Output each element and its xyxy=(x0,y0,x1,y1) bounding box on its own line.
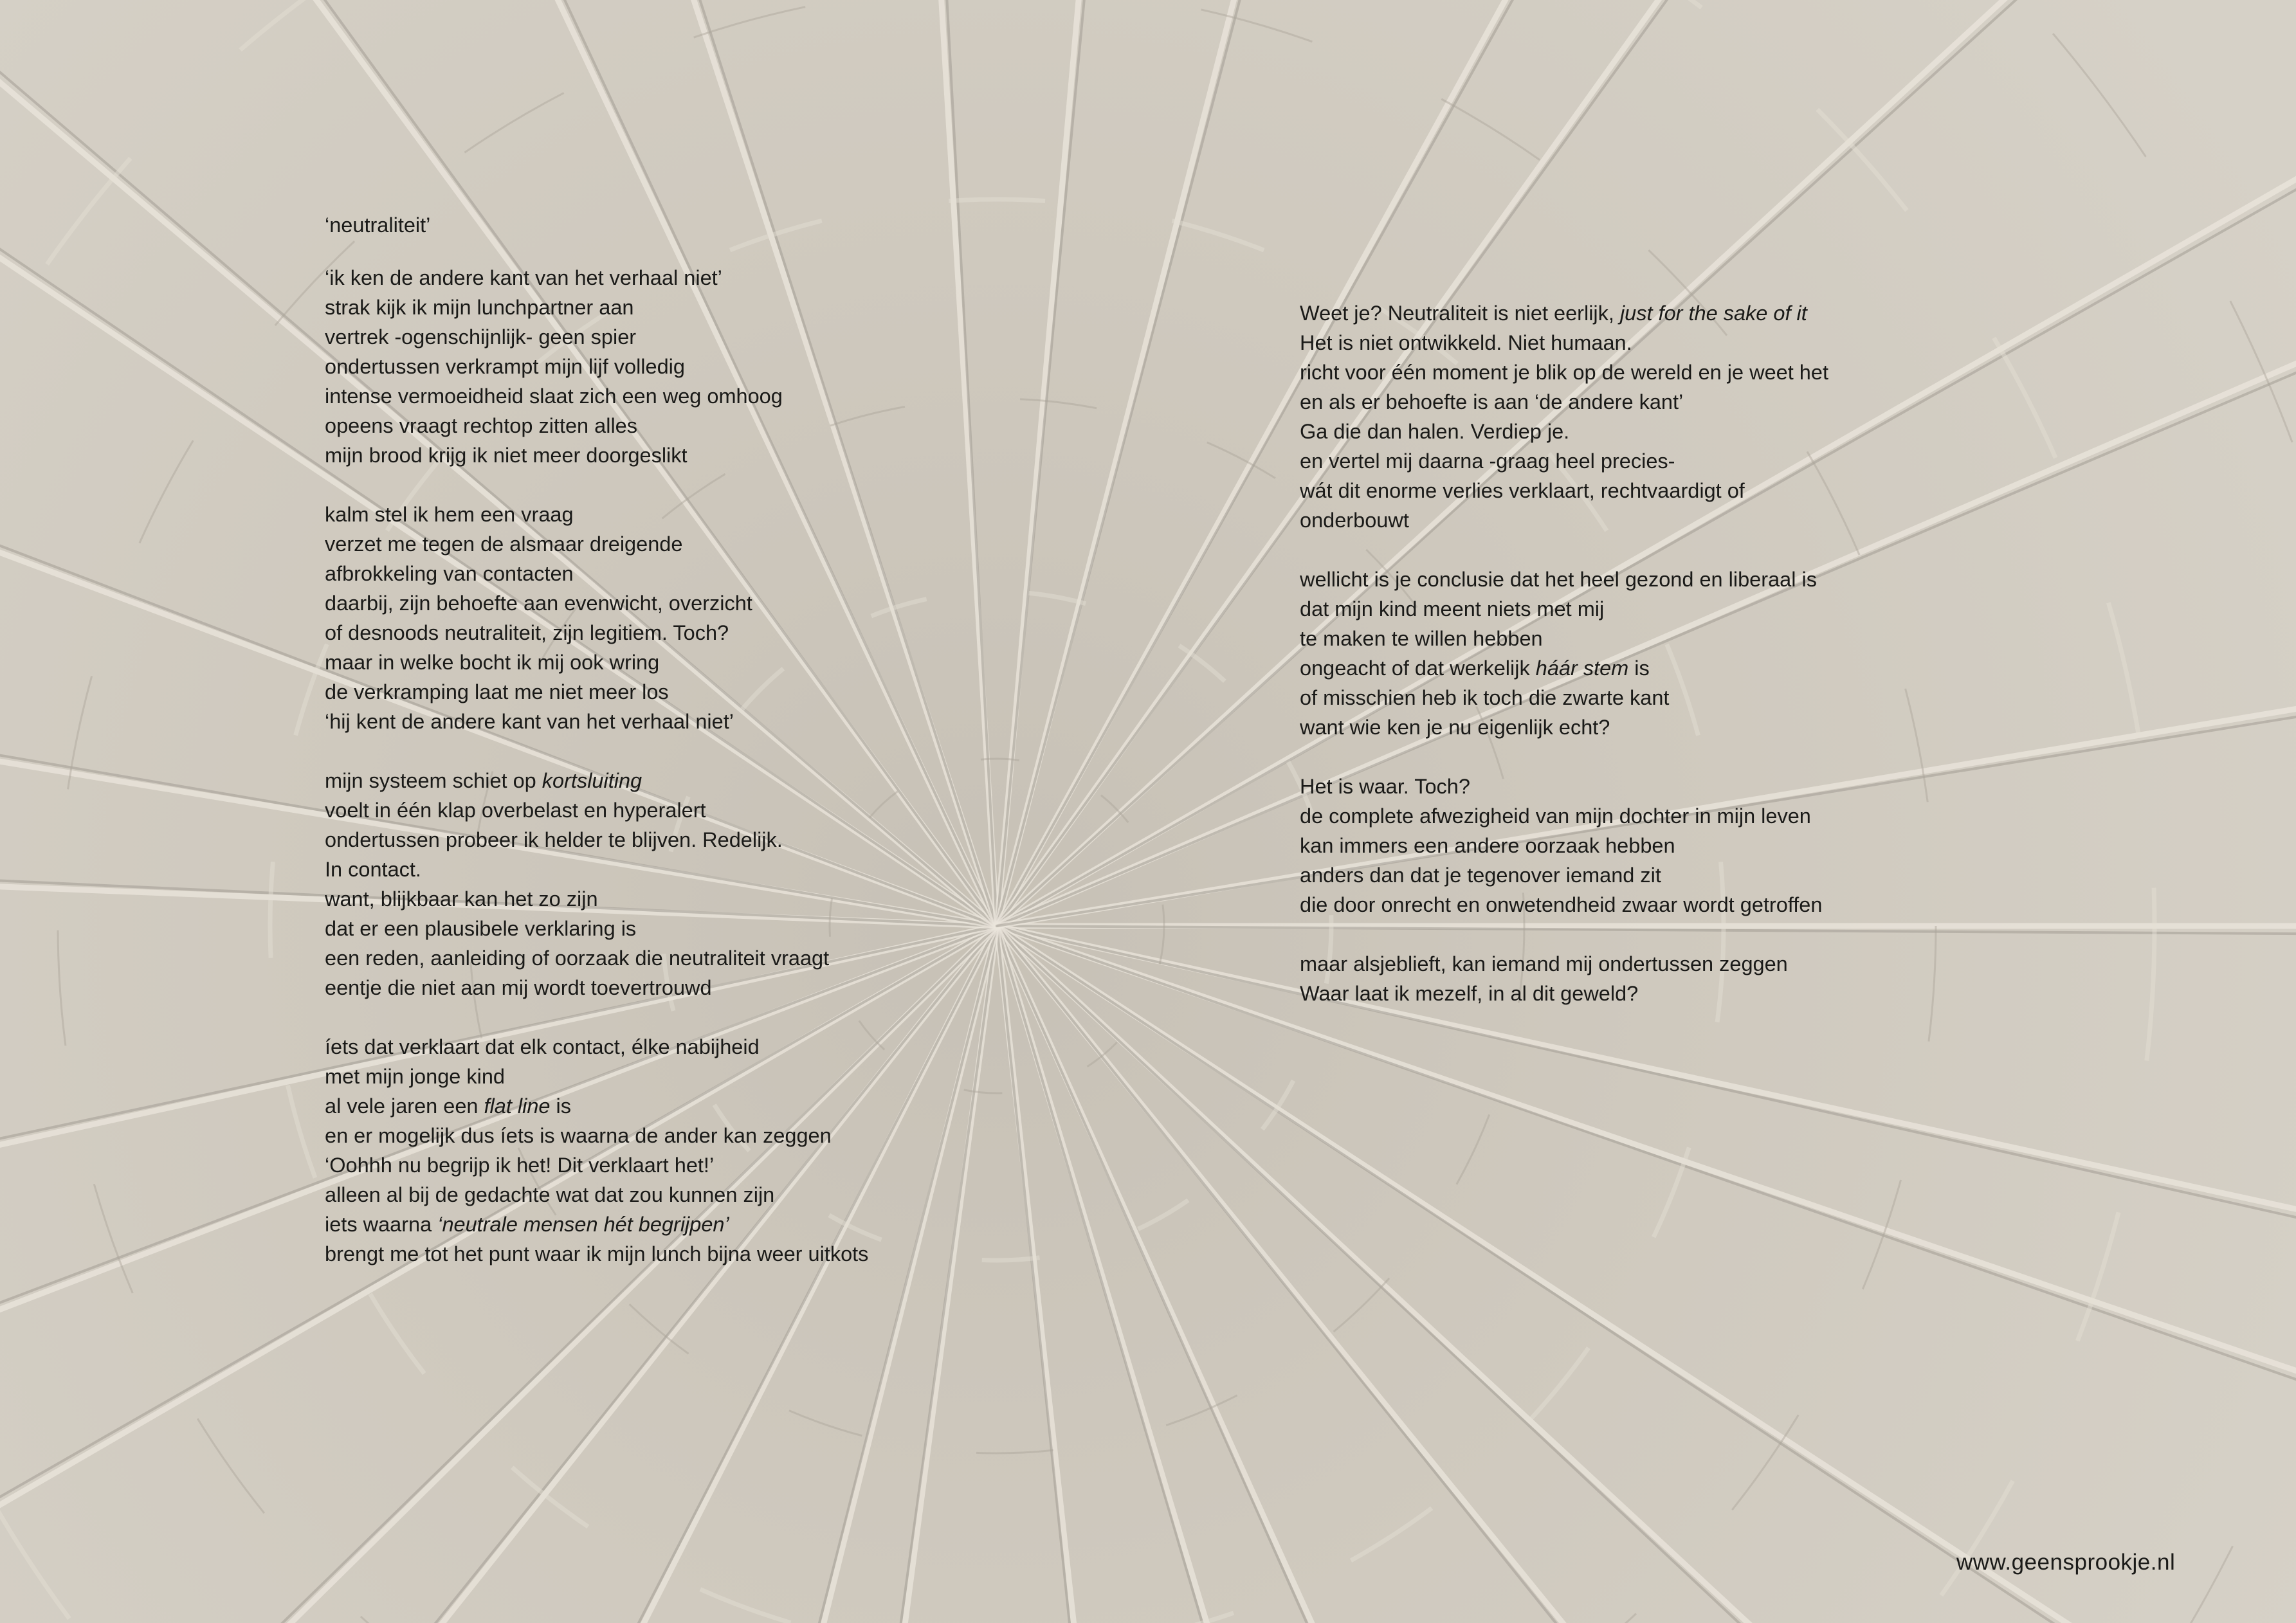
poem-line: wellicht is je conclusie dat het heel gezond en liberaal is xyxy=(1300,568,1817,591)
poem-line: intense vermoeidheid slaat zich een weg omhoog xyxy=(325,385,783,408)
poem-line: anders dan dat je tegenover iemand zit xyxy=(1300,864,1661,887)
poem-line: dat mijn kind meent niets met mij xyxy=(1300,597,1605,621)
poem-right-column xyxy=(1300,298,1828,1038)
right-stanza-4 xyxy=(1300,949,1828,1008)
poem-left-column xyxy=(325,210,868,1298)
poem-line: de verkramping laat me niet meer los xyxy=(325,680,669,703)
poem-line: maar alsjeblieft, kan iemand mij ondertussen zeggen xyxy=(1300,952,1788,975)
poem-line: voelt in één klap overbelast en hyperalert xyxy=(325,799,706,822)
poem-line: ondertussen verkrampt mijn lijf volledig xyxy=(325,355,685,378)
poem-line: ongeacht of dat werkelijk háár stem is xyxy=(1300,657,1650,680)
right-stanza-1 xyxy=(1300,298,1828,535)
poem-line: Ga die dan halen. Verdiep je. xyxy=(1300,420,1570,443)
poem-line: eentje die niet aan mij wordt toevertrouwd xyxy=(325,976,712,999)
poem-line: opeens vraagt rechtop zitten alles xyxy=(325,414,637,437)
poem-line: ‘hij kent de andere kant van het verhaal niet’ xyxy=(325,710,734,733)
left-stanza-1 xyxy=(325,263,868,470)
poem-line: dat er een plausibele verklaring is xyxy=(325,917,637,940)
emphasized-text: flat line xyxy=(484,1094,551,1118)
poem-line: verzet me tegen de alsmaar dreigende xyxy=(325,532,683,556)
poem-line: of misschien heb ik toch die zwarte kant xyxy=(1300,686,1670,709)
poem-line: of desnoods neutraliteit, zijn legitiem. Toch? xyxy=(325,621,729,644)
left-stanza-4 xyxy=(325,1032,868,1269)
poem-line: Het is niet ontwikkeld. Niet humaan. xyxy=(1300,331,1632,354)
poem-line: want, blijkbaar kan het zo zijn xyxy=(325,887,598,911)
poem-line: Weet je? Neutraliteit is niet eerlijk, just for the sake of it xyxy=(1300,302,1807,325)
poem-line: iets waarna ‘neutrale mensen hét begrijpen’ xyxy=(325,1213,729,1236)
poem-line: strak kijk ik mijn lunchpartner aan xyxy=(325,296,634,319)
poem-line: en er mogelijk dus íets is waarna de ander kan zeggen xyxy=(325,1124,832,1147)
poem-line: ‘Oohhh nu begrijp ik het! Dit verklaart het!’ xyxy=(325,1154,715,1177)
poem-line: een reden, aanleiding of oorzaak die neutraliteit vraagt xyxy=(325,947,830,970)
left-stanza-2 xyxy=(325,500,868,736)
poem-line: kalm stel ik hem een vraag xyxy=(325,503,574,526)
poem-line: maar in welke bocht ik mij ook wring xyxy=(325,651,660,674)
poem-line: Waar laat ik mezelf, in al dit geweld? xyxy=(1300,982,1639,1005)
poem-line: richt voor één moment je blik op de wereld en je weet het xyxy=(1300,361,1828,384)
emphasized-text: ‘neutrale mensen hét begrijpen’ xyxy=(437,1213,729,1236)
poem-line: ‘ik ken de andere kant van het verhaal niet’ xyxy=(325,266,722,289)
poem-line: brengt me tot het punt waar ik mijn lunch bijna weer uitkots xyxy=(325,1242,869,1265)
poem-line: afbrokkeling van contacten xyxy=(325,562,574,585)
poem-line: onderbouwt xyxy=(1300,509,1409,532)
poem-line: en als er behoefte is aan ‘de andere kant’ xyxy=(1300,390,1684,413)
poem-line: met mijn jonge kind xyxy=(325,1065,505,1088)
poem-line: vertrek -ogenschijnlijk- geen spier xyxy=(325,325,637,349)
right-stanza-3 xyxy=(1300,772,1828,920)
poem-line: en vertel mij daarna -graag heel precies- xyxy=(1300,449,1675,473)
left-stanza-3 xyxy=(325,766,868,1002)
website-url: www.geensprookje.nl xyxy=(1956,1550,2176,1575)
poem-line: mijn brood krijg ik niet meer doorgeslikt xyxy=(325,444,688,467)
poem-line: Het is waar. Toch? xyxy=(1300,775,1470,798)
poem-line: wát dit enorme verlies verklaart, rechtvaardigt of xyxy=(1300,479,1745,502)
emphasized-text: just for the sake of it xyxy=(1619,302,1807,325)
poem-line: In contact. xyxy=(325,858,421,881)
poem-line: íets dat verklaart dat elk contact, élke nabijheid xyxy=(325,1035,760,1058)
poem-line: daarbij, zijn behoefte aan evenwicht, overzicht xyxy=(325,592,752,615)
poem-line: ondertussen probeer ik helder te blijven. Redelijk. xyxy=(325,828,783,851)
poem-title: ‘neutraliteit’ xyxy=(325,213,431,237)
poem-line: al vele jaren een flat line is xyxy=(325,1094,572,1118)
poem-line: alleen al bij de gedachte wat dat zou kunnen zijn xyxy=(325,1183,775,1206)
poem-line: want wie ken je nu eigenlijk echt? xyxy=(1300,716,1610,739)
emphasized-text: háár stem xyxy=(1535,657,1629,680)
poem-line: de complete afwezigheid van mijn dochter in mijn leven xyxy=(1300,804,1811,828)
poem-line: te maken te willen hebben xyxy=(1300,627,1543,650)
right-stanza-2 xyxy=(1300,565,1828,742)
poem-line: mijn systeem schiet op kortsluiting xyxy=(325,769,642,792)
poem-line: kan immers een andere oorzaak hebben xyxy=(1300,834,1675,857)
poem-line: die door onrecht en onwetendheid zwaar wordt getroffen xyxy=(1300,893,1823,916)
emphasized-text: kortsluiting xyxy=(542,769,642,792)
